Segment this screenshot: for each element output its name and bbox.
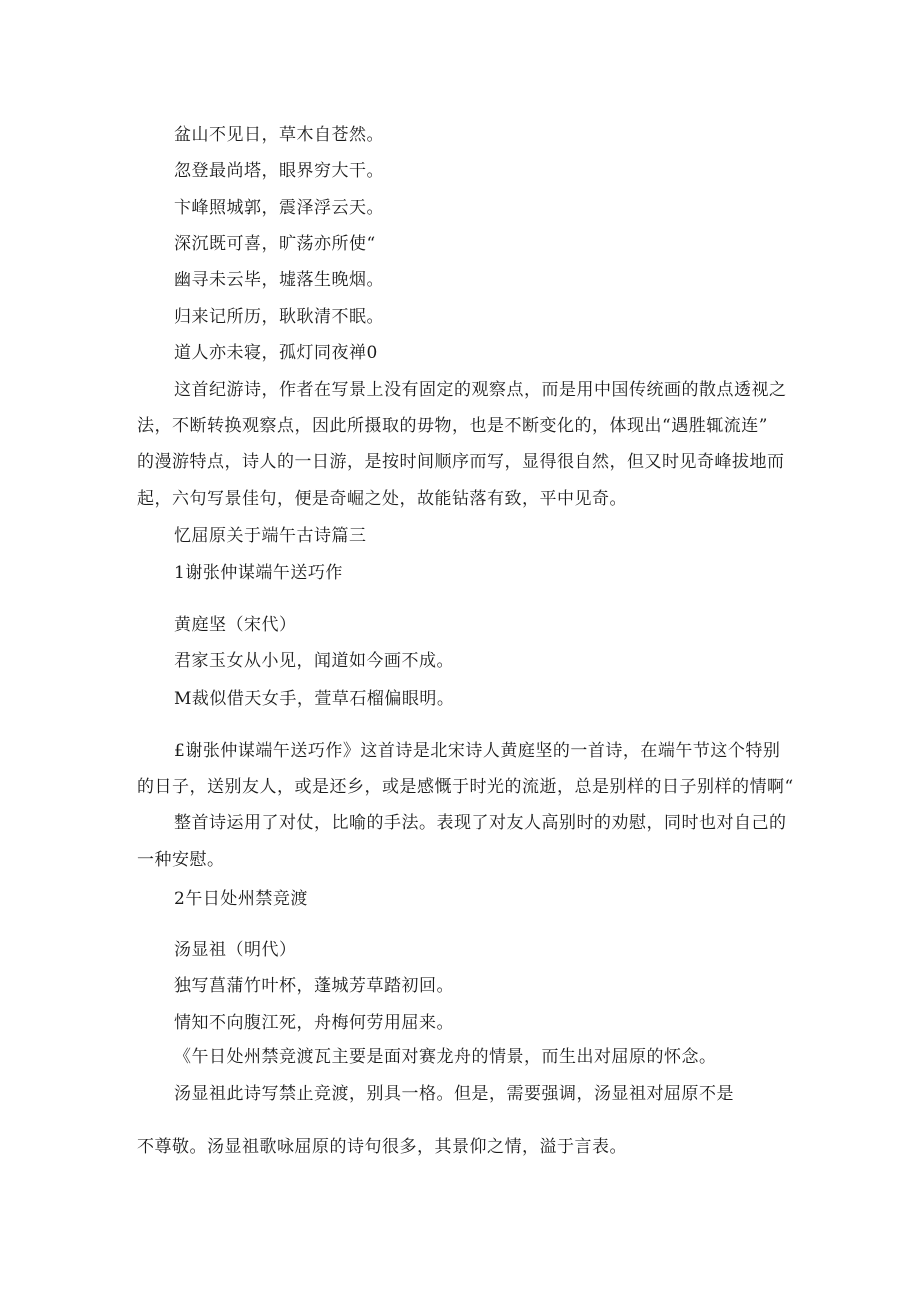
poem-line: 归来记所历，耿耿清不眠。: [174, 307, 384, 327]
poem-line: 深沉既可喜，旷荡亦所使“: [174, 234, 376, 254]
poem-title: 1谢张仲谋端午送巧作: [174, 563, 343, 583]
poem-title: 2午日处州禁竞渡: [174, 889, 308, 909]
commentary-line: 不尊敬。汤显祖歌咏屈原的诗句很多，其景仰之情，溢于言表。: [137, 1137, 627, 1157]
commentary-line: 《午日处州禁竞渡瓦主要是面对赛龙舟的情景，而生出对屈原的怀念。: [174, 1047, 717, 1067]
commentary-line: 这首纪游诗，作者在写景上没有固定的观察点，而是用中国传统画的散点透视之: [174, 380, 787, 400]
poem-line: 盆山不见日，草木自苍然。: [174, 125, 384, 145]
poem-line: 幽寻未云毕，墟落生晚烟。: [174, 270, 384, 290]
poem-line: 君家玉女从小见，闻道如今画不成。: [174, 651, 454, 671]
poem-line: 道人亦未寝，孤灯同夜禅0: [174, 343, 378, 363]
poem-line: M裁似借天女手，萱草石榴偏眼明。: [174, 689, 455, 709]
commentary-line: 一种安慰。: [137, 850, 225, 870]
commentary-line: 起，六句写景佳句，便是奇崛之处，故能钻落有致，平中见奇。: [137, 489, 627, 509]
poem-author: 黄庭坚（宋代）: [174, 615, 297, 635]
section-title: 忆屈原关于端午古诗篇三: [174, 526, 367, 546]
commentary-line: 汤显祖此诗写禁止竞渡，别具一格。但是，需要强调，汤显祖对屈原不是: [174, 1084, 734, 1104]
commentary-line: £谢张仲谋端午送巧作》这首诗是北宋诗人黄庭坚的一首诗，在端午节这个特别: [174, 741, 781, 761]
commentary-line: 的漫游特点，诗人的一日游，是按时间顺序而写，显得很自然，但又时见奇峰拔地而: [137, 452, 785, 472]
poem-line: 忽登最尚塔，眼界穷大干。: [174, 161, 384, 181]
poem-line: 独写菖蒲竹叶杯，蓬城芳草踏初回。: [174, 976, 454, 996]
commentary-line: 的日子，送别友人，或是还乡，或是感慨于时光的流逝，总是别样的日子别样的情啊“: [137, 777, 794, 797]
commentary-line: 整首诗运用了对仗，比喻的手法。表现了对友人高别时的劝慰，同时也对自己的: [174, 813, 787, 833]
poem-author: 汤显祖（明代）: [174, 940, 297, 960]
poem-line: 情知不向腹江死，舟梅何劳用屈来。: [174, 1013, 454, 1033]
poem-line: 卞峰照城郭，震泽浮云天。: [174, 198, 384, 218]
commentary-line: 法，不断转换观察点，因此所摄取的毋物，也是不断变化的，体现出“遇胜辄流连”: [137, 416, 768, 436]
